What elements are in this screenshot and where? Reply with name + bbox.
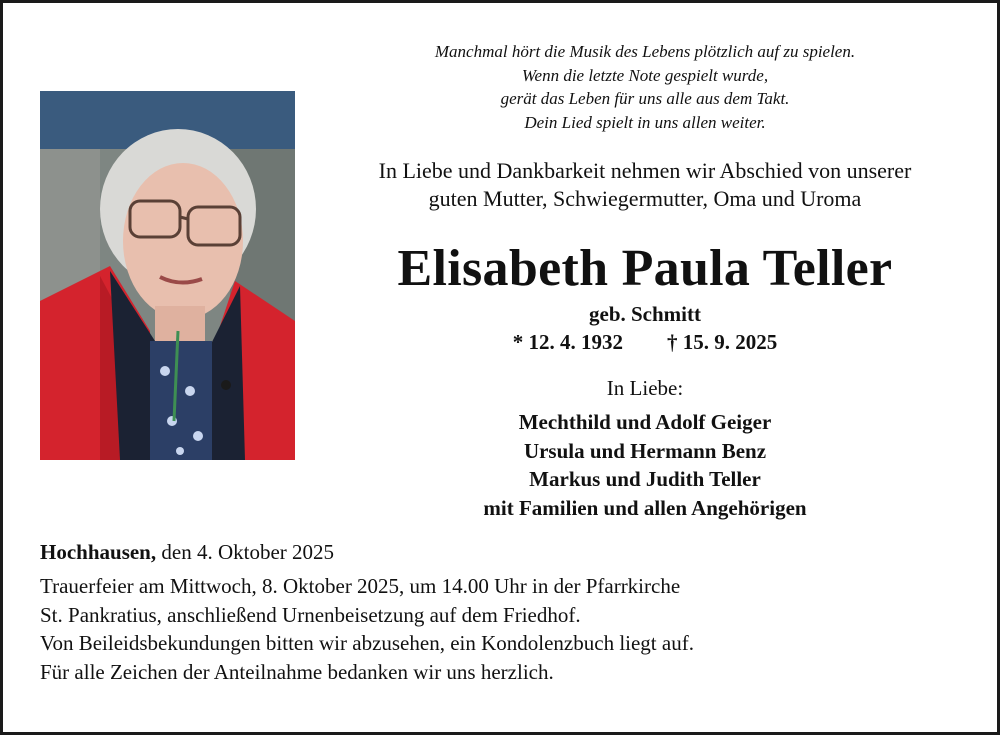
mourner-entry: Markus und Judith Teller <box>529 467 761 491</box>
portrait-photo <box>40 91 295 460</box>
intro-line: In Liebe und Dankbarkeit nehmen wir Abschied von unserer <box>378 158 912 183</box>
mourner-entry: Ursula und Hermann Benz <box>523 438 767 463</box>
mourner-entry: Mechthild und Adolf Geiger <box>518 410 772 434</box>
note-line: Für alle Zeichen der Anteilnahme bedanken wir uns herzlich. <box>40 659 554 684</box>
mourners-list <box>330 408 960 522</box>
poem-line: Manchmal hört die Musik des Lebens plötzlich auf zu spielen. <box>434 42 856 61</box>
funeral-notes <box>40 572 694 686</box>
deceased-name: Elisabeth Paula Teller <box>397 240 893 297</box>
life-dates <box>330 329 960 355</box>
death-date: † 15. 9. 2025 <box>667 330 778 354</box>
poem <box>330 40 960 134</box>
place-date <box>40 539 334 565</box>
place-name: Hochhausen, <box>40 540 157 564</box>
note-line: Von Beileidsbekundungen bitten wir abzusehen, ein Kondolenzbuch liegt auf. <box>40 631 694 655</box>
poem-line: gerät das Leben für uns alle aus dem Takt. <box>500 89 790 108</box>
note-line: Trauerfeier am Mittwoch, 8. Oktober 2025, um 14.00 Uhr in der Pfarrkirche <box>40 574 681 598</box>
poem-line: Wenn die letzte Note gespielt wurde, <box>521 65 769 85</box>
note-line: St. Pankratius, anschließend Urnenbeisetzung auf dem Friedhof. <box>40 602 581 627</box>
mourners-heading: In Liebe: <box>606 376 684 400</box>
maiden-name: geb. Schmitt <box>589 302 701 326</box>
birth-date: * 12. 4. 1932 <box>512 330 623 354</box>
mourner-entry: mit Familien und allen Angehörigen <box>483 495 807 520</box>
intro-text <box>330 157 960 213</box>
notice-date: den 4. Oktober 2025 <box>156 540 335 564</box>
intro-line: guten Mutter, Schwiegermutter, Oma und Uroma <box>428 186 862 211</box>
poem-line: Dein Lied spielt in uns allen weiter. <box>524 112 766 132</box>
